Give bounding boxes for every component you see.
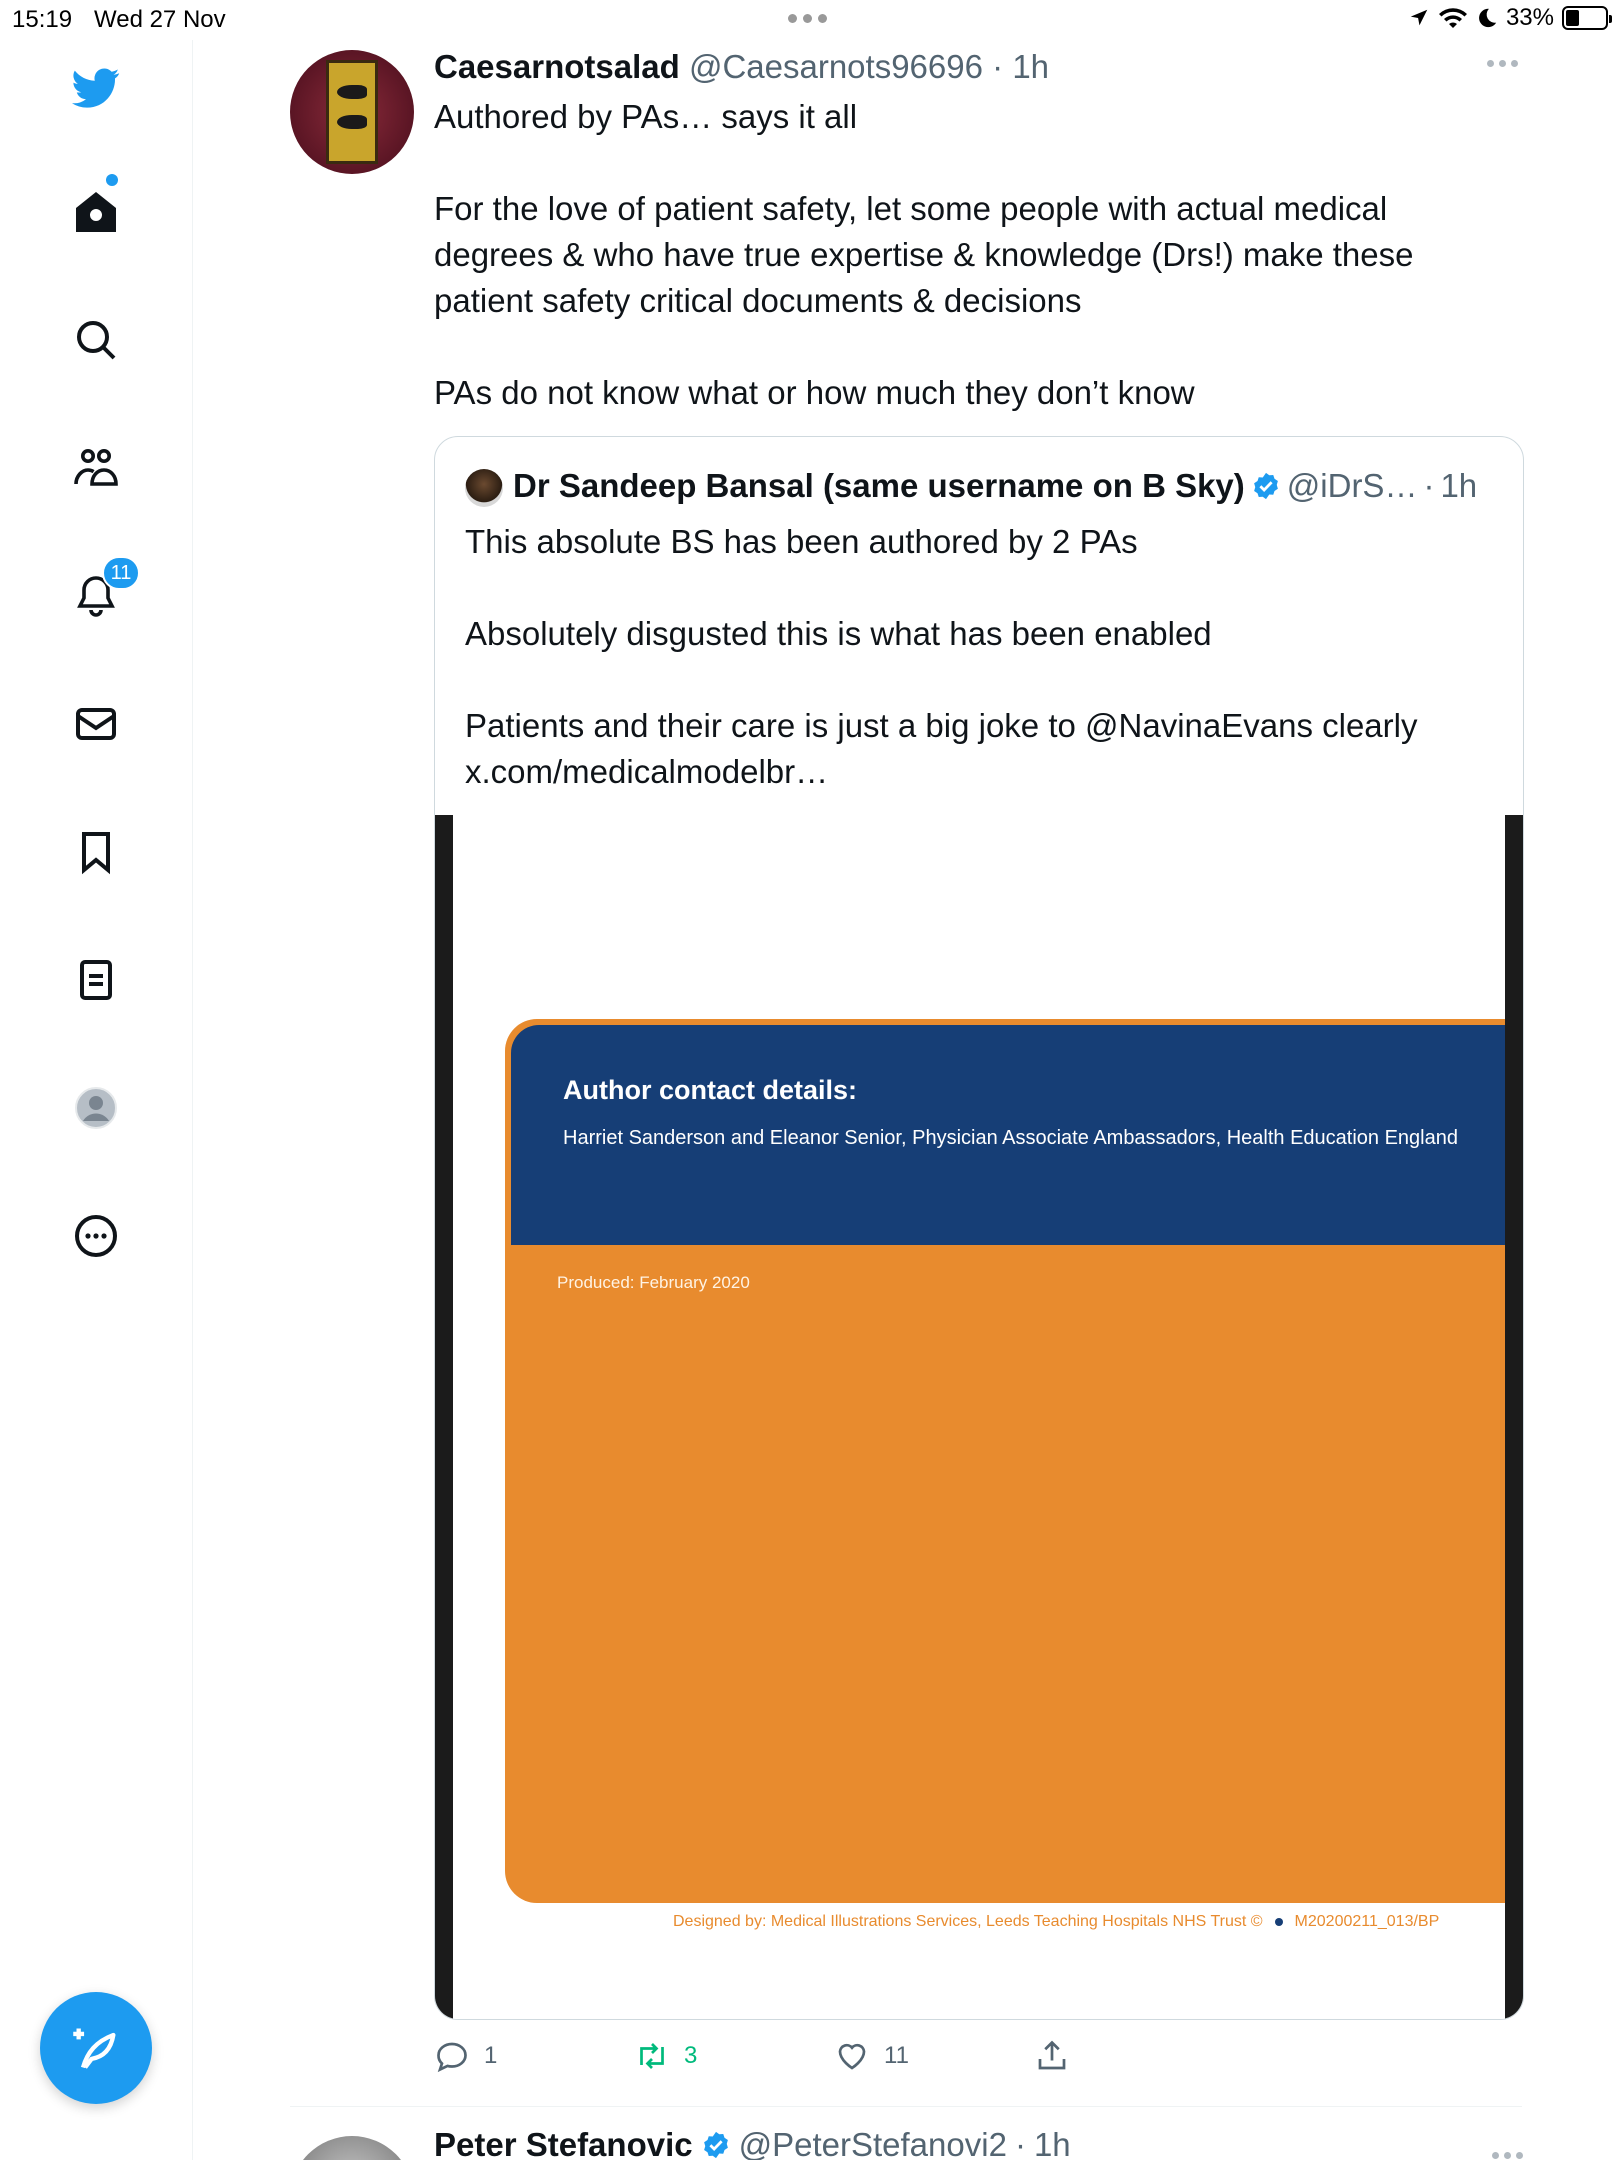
quoted-user-avatar[interactable] bbox=[465, 469, 503, 507]
tweet-actions bbox=[434, 2038, 1524, 2098]
notifications-badge: 11 bbox=[102, 556, 140, 590]
wifi-icon bbox=[1438, 6, 1468, 30]
bookmark-icon[interactable] bbox=[68, 824, 124, 880]
home-new-dot bbox=[106, 174, 118, 186]
quoted-timestamp[interactable]: 1h bbox=[1440, 467, 1478, 504]
quoted-tweet-text: This absolute BS has been authored by 2 PAs Absolutely disgusted this is what has been enabled Patients and their care is just a big joke to @NavinaEvans clearly x.com/medicalmodelbr… bbox=[465, 523, 1418, 790]
multitasking-dots-icon[interactable] bbox=[788, 14, 827, 23]
like-count: 11 bbox=[884, 2042, 909, 2069]
profile-avatar-icon[interactable] bbox=[68, 1080, 124, 1136]
next-author-handle[interactable]: @PeterStefanovi2 bbox=[738, 2126, 1007, 2160]
reply-button[interactable] bbox=[434, 2038, 497, 2074]
document-footer bbox=[673, 1913, 1513, 1931]
share-button[interactable] bbox=[1034, 2038, 1070, 2074]
separator: · bbox=[1423, 467, 1435, 504]
status-time: 15:19 bbox=[12, 6, 73, 33]
verified-badge-icon bbox=[701, 2130, 731, 2160]
footer-bullet-icon bbox=[1275, 1918, 1283, 1926]
tweet-text: Authored by PAs… says it all For the love of patient safety, let some people with actual medical degrees & who have true expertise & knowledge (Drs!) make these patient safety critical documents & decisions PAs do not know what or how much they don’t know bbox=[434, 98, 1414, 411]
next-author-name[interactable]: Peter Stefanovic bbox=[434, 2126, 693, 2160]
tweet-more-icon[interactable] bbox=[1487, 60, 1518, 67]
quoted-author-handle[interactable]: @iDrS… bbox=[1286, 467, 1418, 504]
quoted-author-name[interactable]: Dr Sandeep Bansal (same username on B Sky) bbox=[513, 467, 1245, 504]
verified-badge-icon bbox=[1251, 471, 1281, 501]
feather-plus-icon bbox=[70, 2022, 122, 2074]
battery-icon bbox=[1562, 6, 1608, 30]
share-upload-icon bbox=[1034, 2038, 1070, 2074]
heart-icon bbox=[834, 2038, 870, 2074]
retweet-button[interactable] bbox=[634, 2038, 697, 2074]
search-icon[interactable] bbox=[68, 312, 124, 368]
home-icon[interactable] bbox=[68, 184, 124, 240]
separator: · bbox=[1014, 2126, 1026, 2160]
tweet-divider bbox=[290, 2106, 1522, 2107]
retweet-count: 3 bbox=[684, 2042, 698, 2069]
status-bar bbox=[0, 0, 1620, 40]
author-name[interactable]: Caesarnotsalad bbox=[434, 48, 680, 85]
reply-bubble-icon bbox=[434, 2038, 470, 2074]
next-tweet-header bbox=[434, 2126, 1071, 2160]
author-handle[interactable]: @Caesarnots96696 bbox=[688, 48, 983, 85]
like-button[interactable] bbox=[834, 2038, 909, 2074]
status-date: Wed 27 Nov bbox=[94, 6, 226, 33]
next-tweet-timestamp[interactable]: 1h bbox=[1033, 2126, 1071, 2160]
document-designed-by: Designed by: Medical Illustrations Services, Leeds Teaching Hospitals NHS Trust © bbox=[673, 1913, 1263, 1930]
compose-tweet-button[interactable] bbox=[40, 1992, 152, 2104]
document-blue-panel bbox=[511, 1025, 1505, 1245]
document-authors: Harriet Sanderson and Eleanor Senior, Physician Associate Ambassadors, Health Education England bbox=[563, 1127, 1458, 1149]
moon-icon bbox=[1476, 6, 1498, 30]
document-code: M20200211_013/BP bbox=[1294, 1913, 1440, 1930]
communities-icon[interactable] bbox=[68, 440, 124, 496]
document-back-cover bbox=[505, 1019, 1505, 1903]
tweet-timestamp[interactable]: 1h bbox=[1012, 48, 1050, 85]
location-arrow-icon bbox=[1408, 7, 1430, 29]
avatar-book-image bbox=[326, 60, 378, 164]
lists-icon[interactable] bbox=[68, 952, 124, 1008]
quoted-media-image[interactable] bbox=[435, 815, 1524, 2020]
more-options-icon[interactable] bbox=[68, 1208, 124, 1264]
document-contact-title: Author contact details: bbox=[563, 1075, 858, 1105]
reply-count: 1 bbox=[484, 2042, 498, 2069]
next-user-avatar[interactable] bbox=[290, 2136, 414, 2160]
status-indicators bbox=[1408, 4, 1608, 32]
quoted-tweet-header bbox=[513, 467, 1477, 505]
quoted-tweet[interactable] bbox=[434, 436, 1524, 2020]
sidebar-nav bbox=[0, 40, 193, 2160]
separator: · bbox=[992, 48, 1004, 85]
messages-envelope-icon[interactable] bbox=[68, 696, 124, 752]
next-tweet-more-icon[interactable] bbox=[1492, 2152, 1523, 2159]
tweet-header bbox=[434, 48, 1049, 86]
retweet-icon bbox=[634, 2038, 670, 2074]
user-avatar[interactable] bbox=[290, 50, 414, 174]
twitter-logo-icon[interactable] bbox=[68, 60, 124, 116]
battery-percent: 33% bbox=[1505, 4, 1554, 31]
document-produced-date: Produced: February 2020 bbox=[557, 1273, 750, 1292]
